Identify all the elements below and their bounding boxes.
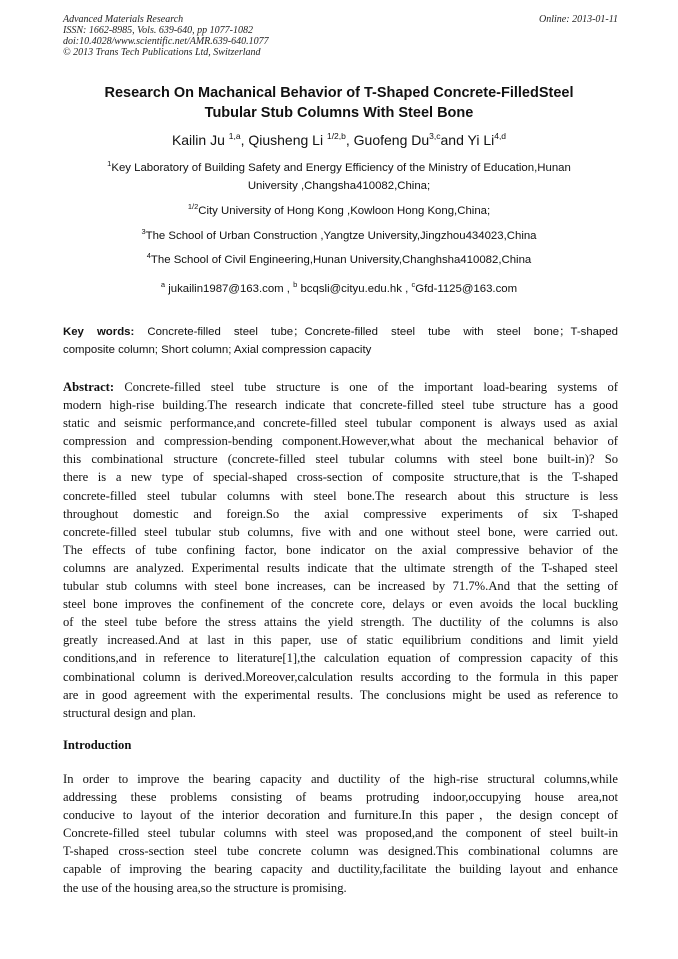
keywords-block xyxy=(63,323,618,359)
abstract-line: tubular stub columns with steel bone increases, can be increased by 71.7%.And that the setting of xyxy=(63,579,618,594)
affiliation-1-line-1: Key Laboratory of Building Safety and Energy Efficiency of the Ministry of Education,Hunan xyxy=(111,162,571,174)
intro-line: In order to improve the bearing capacity and ductility of the high-rise structural columns,while xyxy=(63,772,618,786)
affiliation-3-text: The School of Urban Construction ,Yangtze University,Jingzhou434023,China xyxy=(145,230,537,242)
keywords-line-1: Concrete-filled steel tube；Concrete-filled steel tube with steel bone；T-shaped xyxy=(134,326,618,338)
abstract-block xyxy=(63,378,618,722)
abstract-line: there is a new type of special-shaped cross-section of composite structure,that is the T-shaped xyxy=(63,470,618,485)
affiliation-2-text: City University of Hong Kong ,Kowloon Hong Kong,China; xyxy=(198,205,491,217)
author-3: , Guofeng Du xyxy=(345,132,430,148)
abstract-line: of the steel tube before the stress attains the yield strength. The ductility of the columns is also xyxy=(63,615,618,630)
abstract-line: steel bone improves the confinement of the concrete core, delays or even avoids the local buckling xyxy=(63,597,618,612)
affiliation-4-sup: 4 xyxy=(146,251,151,260)
publication-header xyxy=(63,14,618,58)
issn-line: ISSN: 1662-8985, Vols. 639-640, pp 1077-1082 xyxy=(63,25,253,36)
affiliation-3-sup: 3 xyxy=(141,227,146,236)
online-date: Online: 2013-01-11 xyxy=(539,14,618,25)
copyright-line: © 2013 Trans Tech Publications Ltd, Switzerland xyxy=(63,47,261,58)
author-list xyxy=(40,131,638,149)
abstract-line: concrete-filled steel tubular columns with steel bone.The research about this structure is less xyxy=(63,488,618,503)
doi-line[interactable]: doi:10.4028/www.scientific.net/AMR.639-640.1077 xyxy=(63,36,269,47)
author-1-sup: 1,a xyxy=(228,131,241,141)
abstract-line: greatly increased.And at last in this paper, use of static equilibrium conditions and limit yield xyxy=(63,633,618,648)
abstract-line: concrete-filled steel tubular stub columns, five with and one without steel bone, were carried out. xyxy=(63,524,618,539)
email-a-sup: a xyxy=(160,280,166,289)
affiliation-4 xyxy=(60,251,618,269)
author-4-sup: 4,d xyxy=(494,131,507,141)
abstract-line-text: Concrete-filled steel tube structure is one of the important load-bearing systems of xyxy=(114,380,618,394)
affiliation-3 xyxy=(60,227,618,245)
title-line-2: Tubular Stub Columns With Steel Bone xyxy=(204,105,474,121)
intro-line: Concrete-filled steel tubular columns with steel was proposed,and the component of steel built-in xyxy=(63,826,618,841)
journal-name: Advanced Materials Research xyxy=(63,14,184,25)
author-4: and Yi Li xyxy=(440,132,495,148)
intro-line: addressing these problems consisting of beams protruding indoor,occupying house area,not xyxy=(63,790,618,805)
email-c[interactable]: Gfd-1125@163.com xyxy=(415,283,518,295)
intro-line: the use of the housing area,so the structure is promising. xyxy=(63,880,347,895)
abstract-line: this combinational structure (concrete-filled steel tubular columns with steel bone built-in)? So xyxy=(63,452,618,467)
author-2: , Qiusheng Li xyxy=(240,132,327,148)
affiliation-1-sup: 1 xyxy=(107,159,112,168)
intro-line: capable of improving the bearing capacity and ductility,facilitate the building layout and enhance xyxy=(63,862,618,877)
abstract-line: are in good agreement with the experimental results. The conclusions might be used as reference to xyxy=(63,687,618,702)
abstract-line xyxy=(63,378,618,396)
paper-title xyxy=(50,83,628,123)
abstract-line: throughout domestic and foreign.So the axial compressive experiments of six T-shaped xyxy=(63,506,618,521)
author-2-sup: 1/2,b xyxy=(326,131,346,141)
affiliation-2-sup: 1/2 xyxy=(187,202,199,211)
abstract-line: combinational column is derived.Moreover,calculation results according to the formula in this paper xyxy=(63,669,618,684)
abstract-line: static and seismic performance,and concrete-filled steel tubular component is always used as axial xyxy=(63,416,618,431)
abstract-line: columns are analyzed. Experimental results indicate that the ultimate strength of the T-shaped steel xyxy=(63,560,618,575)
author-1: Kailin Ju xyxy=(171,132,229,148)
email-c-sup: c xyxy=(411,280,416,289)
abstract-label: Abstract: xyxy=(63,380,115,394)
email-b-sup: b xyxy=(293,280,298,289)
abstract-line: structural design and plan. xyxy=(63,705,196,720)
affiliation-1 xyxy=(60,159,618,195)
introduction-block xyxy=(63,770,618,897)
abstract-line: compression and compression-bending component.However,what about the mechanical behavior of xyxy=(63,434,618,449)
affiliation-1-line-2: University ,Changsha410082,China; xyxy=(247,180,431,192)
title-line-1: Research On Machanical Behavior of T-Shaped Concrete-FilledSteel xyxy=(104,85,574,101)
keywords-label: Key words: xyxy=(63,326,135,338)
email-a[interactable]: jukailin1987@163.com , xyxy=(165,283,294,295)
section-heading-introduction: Introduction xyxy=(63,738,132,752)
intro-line: T-shaped cross-section steel tube concrete column was designed.This combinational columns are xyxy=(63,844,618,859)
abstract-line: conditions,and in reference to literature[1],the calculation equation of compression capacity of this xyxy=(63,651,618,666)
affiliation-4-text: The School of Civil Engineering,Hunan University,Changhsha410082,China xyxy=(150,254,532,266)
keywords-line-2: composite column; Short column; Axial compression capacity xyxy=(63,344,372,356)
email-b[interactable]: bcqsli@cityu.edu.hk , xyxy=(297,283,412,295)
abstract-line: modern high-rise building.The research indicate that concrete-filled steel tube structure has a good xyxy=(63,398,618,413)
intro-line: conducive to layout of the interior decoration and furniture.In this paper，the design concept of xyxy=(63,808,618,823)
author-emails xyxy=(60,280,618,298)
affiliation-2 xyxy=(60,202,618,220)
author-3-sup: 3,c xyxy=(429,131,441,141)
abstract-line: The effects of tube confining factor, bone indicator on the axial compressive behavior of the xyxy=(63,542,618,557)
